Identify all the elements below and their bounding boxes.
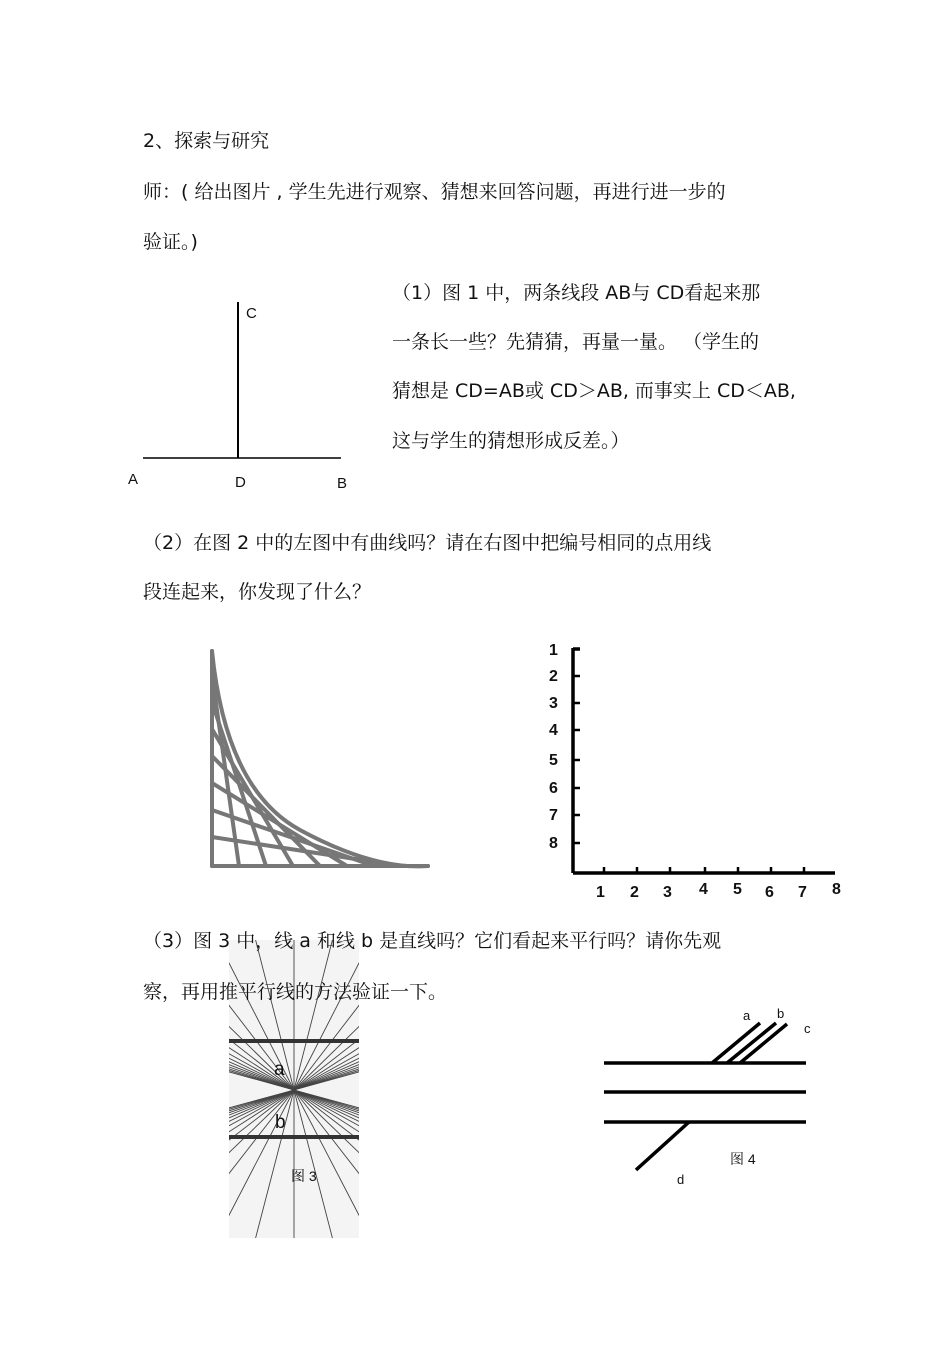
y-label-6: 6	[549, 780, 558, 797]
x-label-2: 2	[630, 884, 639, 901]
fig1-label-a: A	[128, 471, 139, 488]
intro-line-2: 验证。)	[143, 231, 198, 253]
x-label-3: 3	[663, 884, 672, 901]
fig4-label-c: c	[804, 1021, 811, 1036]
fig4-line-c	[740, 1024, 787, 1063]
x-label-8: 8	[832, 881, 841, 898]
q2-line-2: 段连起来，你发现了什么？	[143, 581, 372, 603]
q1-line-1: （1）图 1 中，两条线段 AB与 CD看起来那	[392, 282, 761, 304]
fig4-line-d	[636, 1122, 689, 1170]
fig4-label-a: a	[743, 1008, 751, 1023]
x-label-1: 1	[596, 884, 605, 901]
q3-line-1: （3）图 3 中，线 a 和线 b 是直线吗？它们看起来平行吗？请你先观	[143, 930, 722, 952]
q3-line-2: 察，再用推平行线的方法验证一下。	[143, 981, 448, 1003]
y-label-1: 1	[549, 642, 558, 659]
y-label-7: 7	[549, 807, 558, 824]
y-label-3: 3	[549, 695, 558, 712]
q1-line-3: 猜想是 CD=AB或 CD＞AB, 而事实上 CD＜AB,	[392, 380, 796, 402]
fig1-label-d: D	[235, 474, 246, 491]
fig4-label-d: d	[677, 1172, 685, 1187]
q1-line-4: 这与学生的猜想形成反差。）	[392, 430, 630, 452]
fig4-caption: 图 4	[730, 1151, 756, 1167]
q2-line-1: （2）在图 2 中的左图中有曲线吗？请在右图中把编号相同的点用线	[143, 532, 712, 554]
fig3-label-a: a	[274, 1059, 285, 1080]
y-label-5: 5	[549, 752, 558, 769]
fig1-label-c: C	[246, 305, 257, 322]
fig4-label-b: b	[777, 1006, 785, 1021]
x-label-7: 7	[798, 884, 807, 901]
intro-line-1: 师：( 给出图片 , 学生先进行观察、猜想来回答问题，再进行进一步的	[143, 181, 726, 203]
y-label-4: 4	[549, 722, 558, 739]
y-label-8: 8	[549, 835, 558, 852]
fig3-label-b: b	[275, 1112, 286, 1133]
q1-line-2: 一条长一些？先猜猜，再量一量。 （学生的	[392, 331, 760, 353]
x-label-4: 4	[699, 881, 708, 898]
fig1-label-b: B	[337, 475, 348, 492]
y-label-2: 2	[549, 668, 558, 685]
fig3-caption: 图 3	[291, 1168, 317, 1184]
section-title: 2、探索与研究	[143, 130, 270, 152]
x-label-6: 6	[765, 884, 774, 901]
x-label-5: 5	[733, 881, 742, 898]
